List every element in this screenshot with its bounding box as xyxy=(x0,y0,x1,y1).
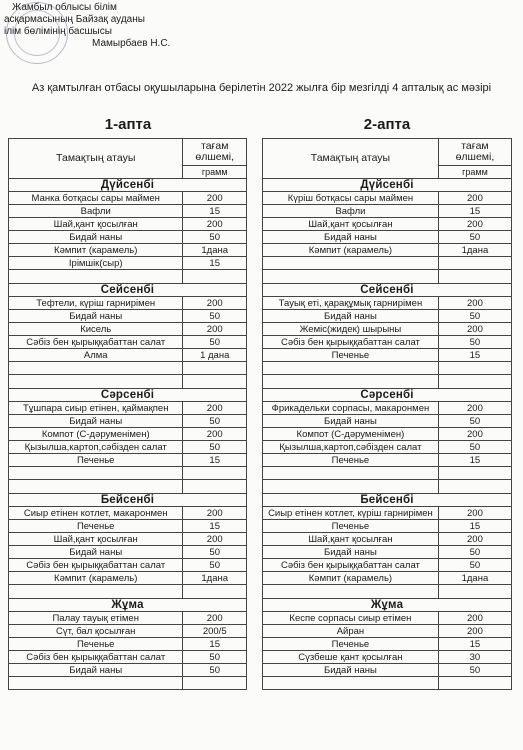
dish-name: Тефтели, күріш гарнирімен xyxy=(9,297,183,310)
dish-name: Алма xyxy=(9,349,183,362)
day-header-row xyxy=(9,389,247,402)
column-header-name: Тамақтың атауы xyxy=(9,139,183,179)
dish-name: Печенье xyxy=(9,520,183,533)
table-row xyxy=(263,218,512,231)
day-name: Сәрсенбі xyxy=(263,389,512,402)
table-row xyxy=(9,336,247,349)
dish-quantity: 200 xyxy=(183,323,247,336)
empty-cell xyxy=(263,257,439,270)
empty-cell xyxy=(9,585,183,599)
day-header-row xyxy=(9,284,247,297)
spacer-row xyxy=(263,270,512,284)
table-row xyxy=(263,625,512,638)
dish-quantity: 1дана xyxy=(438,572,511,585)
dish-name: Сәбіз бен қырыққабаттан салат xyxy=(263,559,439,572)
spacer-row xyxy=(263,375,512,389)
dish-quantity: 200 xyxy=(183,192,247,205)
column-header-quantity: тағам өлшемі, xyxy=(438,139,511,166)
column-header-name: Тамақтың атауы xyxy=(263,139,439,179)
table-row xyxy=(9,612,247,625)
dish-name: Кеспе сорпасы сиыр етімен xyxy=(263,612,439,625)
dish-quantity: 50 xyxy=(183,664,247,677)
day-name: Сейсенбі xyxy=(9,284,247,297)
dish-name: Печенье xyxy=(263,349,439,362)
dish-name: Айран xyxy=(263,625,439,638)
spacer-row xyxy=(9,375,247,389)
table-row xyxy=(9,205,247,218)
spacer-row xyxy=(263,480,512,494)
table-row xyxy=(263,402,512,415)
spacer-row xyxy=(9,270,247,284)
day-header-row xyxy=(263,179,512,192)
dish-quantity: 50 xyxy=(438,336,511,349)
header-line-2: асқармасының Байзақ ауданы xyxy=(4,14,145,25)
table-row xyxy=(263,310,512,323)
day-header-row xyxy=(9,494,247,507)
dish-quantity: 50 xyxy=(438,415,511,428)
dish-quantity: 15 xyxy=(183,205,247,218)
empty-cell xyxy=(438,467,511,480)
table-row xyxy=(9,507,247,520)
dish-quantity: 50 xyxy=(183,546,247,559)
dish-name: Шай,қант қосылған xyxy=(9,533,183,546)
table-row xyxy=(9,310,247,323)
dish-name: Тұшпара сиыр етінен, қаймақпен xyxy=(9,402,183,415)
dish-name: Сиыр етінен котлет, күріш гарнирімен xyxy=(263,507,439,520)
dish-name: Бидай наны xyxy=(263,664,439,677)
dish-quantity: 15 xyxy=(183,454,247,467)
column-header-quantity: тағам өлшемі, xyxy=(183,139,247,166)
dish-name: Бидай наны xyxy=(9,546,183,559)
empty-cell xyxy=(438,362,511,375)
empty-cell xyxy=(438,677,511,690)
dish-quantity: 50 xyxy=(438,441,511,454)
dish-quantity: 50 xyxy=(183,310,247,323)
day-name: Бейсенбі xyxy=(263,494,512,507)
table-header-row xyxy=(9,139,247,166)
table-row xyxy=(9,244,247,257)
dish-quantity: 200 xyxy=(438,218,511,231)
table-row xyxy=(9,467,247,480)
table-row xyxy=(9,231,247,244)
dish-name: Кәмпит (карамель) xyxy=(263,244,439,257)
dish-quantity: 200 xyxy=(438,402,511,415)
dish-name: Күріш ботқасы сары маймен xyxy=(263,192,439,205)
empty-cell xyxy=(183,375,247,389)
dish-name: Кәмпит (карамель) xyxy=(9,244,183,257)
empty-cell xyxy=(9,375,183,389)
dish-name: Печенье xyxy=(263,520,439,533)
dish-name: Сүзбеше қант қосылған xyxy=(263,651,439,664)
table-row xyxy=(9,218,247,231)
empty-cell xyxy=(9,362,183,375)
dish-quantity: 15 xyxy=(183,520,247,533)
table-row xyxy=(9,559,247,572)
dish-quantity: 50 xyxy=(438,559,511,572)
table-row xyxy=(9,638,247,651)
dish-name: Қызылша,картоп,сәбізден салат xyxy=(263,441,439,454)
empty-cell xyxy=(263,585,439,599)
table-row xyxy=(263,520,512,533)
dish-quantity: 50 xyxy=(183,415,247,428)
dish-quantity: 200 xyxy=(438,507,511,520)
dish-name: Бидай наны xyxy=(9,415,183,428)
dish-quantity: 200 xyxy=(183,612,247,625)
header-line-1: Жамбыл облысы білім xyxy=(12,2,117,13)
table-row xyxy=(263,415,512,428)
table-row xyxy=(263,612,512,625)
table-row xyxy=(263,362,512,375)
table-row xyxy=(263,546,512,559)
dish-quantity: 200 xyxy=(438,428,511,441)
dish-name: Печенье xyxy=(263,638,439,651)
week-1-heading: 1-апта xyxy=(104,116,152,133)
dish-name: Бидай наны xyxy=(9,231,183,244)
dish-name: Сәбіз бен қырыққабаттан салат xyxy=(9,651,183,664)
table-row xyxy=(263,664,512,677)
day-header-row xyxy=(263,389,512,402)
empty-cell xyxy=(438,375,511,389)
table-row xyxy=(9,572,247,585)
dish-quantity: 50 xyxy=(438,310,511,323)
dish-quantity: 50 xyxy=(438,546,511,559)
empty-cell xyxy=(183,362,247,375)
dish-name: Печенье xyxy=(9,638,183,651)
dish-name: Палау тауық етімен xyxy=(9,612,183,625)
table-row xyxy=(9,454,247,467)
table-row xyxy=(9,428,247,441)
dish-quantity: 200 xyxy=(183,533,247,546)
dish-name: Вафли xyxy=(263,205,439,218)
dish-quantity: 30 xyxy=(438,651,511,664)
spacer-row xyxy=(9,480,247,494)
dish-name: Ірімшік(сыр) xyxy=(9,257,183,270)
dish-quantity: 200 xyxy=(438,192,511,205)
empty-cell xyxy=(183,677,247,690)
table-row xyxy=(9,677,247,690)
document-title: Аз қамтылған отбасы оқушыларына берілетін 2022 жылға бір мезгілді 4 апталық ас мәзірі xyxy=(31,82,492,94)
table-row xyxy=(263,192,512,205)
day-name: Жұма xyxy=(263,599,512,612)
dish-name: Бидай наны xyxy=(263,546,439,559)
table-row xyxy=(263,244,512,257)
table-row xyxy=(263,205,512,218)
dish-name: Шай,қант қосылған xyxy=(263,533,439,546)
dish-name: Бидай наны xyxy=(263,310,439,323)
dish-name: Манка ботқасы сары маймен xyxy=(9,192,183,205)
dish-quantity: 200 xyxy=(183,402,247,415)
dish-name: Сиыр етінен котлет, макаронмен xyxy=(9,507,183,520)
dish-name: Бидай наны xyxy=(263,231,439,244)
day-name: Бейсенбі xyxy=(9,494,247,507)
dish-quantity: 50 xyxy=(183,559,247,572)
table-row xyxy=(263,572,512,585)
dish-name: Печенье xyxy=(263,454,439,467)
header-signer: Мамырбаев Н.С. xyxy=(92,38,171,49)
dish-name: Сәбіз бен қырыққабаттан салат xyxy=(9,559,183,572)
dish-name: Сәбіз бен қырыққабаттан салат xyxy=(263,336,439,349)
dish-quantity: 200 xyxy=(438,612,511,625)
dish-quantity: 200 xyxy=(183,507,247,520)
dish-name: Сүт, бал қосылған xyxy=(9,625,183,638)
dish-name: Тауық еті, қарақұмық гарнирімен xyxy=(263,297,439,310)
dish-quantity: 50 xyxy=(183,231,247,244)
empty-cell xyxy=(263,270,439,284)
table-row xyxy=(263,428,512,441)
table-row xyxy=(263,651,512,664)
empty-cell xyxy=(263,362,439,375)
day-header-row xyxy=(263,284,512,297)
dish-quantity: 15 xyxy=(438,520,511,533)
table-row xyxy=(263,454,512,467)
dish-quantity: 200/5 xyxy=(183,625,247,638)
dish-quantity: 1 дана xyxy=(183,349,247,362)
column-unit: грамм xyxy=(438,166,511,179)
empty-cell xyxy=(263,677,439,690)
table-row xyxy=(263,467,512,480)
table-row xyxy=(9,402,247,415)
empty-cell xyxy=(438,480,511,494)
table-row xyxy=(9,349,247,362)
dish-quantity: 1дана xyxy=(183,572,247,585)
dish-name: Фрикадельки сорпасы, макаронмен xyxy=(263,402,439,415)
empty-cell xyxy=(438,270,511,284)
spacer-row xyxy=(9,585,247,599)
empty-cell xyxy=(438,257,511,270)
empty-cell xyxy=(183,467,247,480)
dish-name: Жеміс(жидек) шырыны xyxy=(263,323,439,336)
dish-quantity: 50 xyxy=(438,231,511,244)
table-row xyxy=(263,323,512,336)
day-header-row xyxy=(263,494,512,507)
day-header-row xyxy=(9,599,247,612)
dish-quantity: 200 xyxy=(438,533,511,546)
empty-cell xyxy=(9,467,183,480)
table-row xyxy=(263,507,512,520)
dish-name: Печенье xyxy=(9,454,183,467)
dish-quantity: 200 xyxy=(183,428,247,441)
table-row xyxy=(263,559,512,572)
dish-name: Бидай наны xyxy=(9,310,183,323)
dish-quantity: 200 xyxy=(438,297,511,310)
dish-quantity: 15 xyxy=(183,257,247,270)
header-line-3: ілім бөлімінің басшысы xyxy=(4,26,112,37)
column-unit: грамм xyxy=(183,166,247,179)
dish-quantity: 200 xyxy=(438,625,511,638)
table-row xyxy=(263,349,512,362)
dish-quantity: 1дана xyxy=(183,244,247,257)
day-name: Сейсенбі xyxy=(263,284,512,297)
dish-name: Бидай наны xyxy=(263,415,439,428)
dish-name: Компот (С-дәруменімен) xyxy=(263,428,439,441)
table-row xyxy=(9,664,247,677)
table-row xyxy=(9,257,247,270)
table-row xyxy=(263,257,512,270)
table-row xyxy=(263,533,512,546)
dish-name: Кисель xyxy=(9,323,183,336)
dish-quantity: 15 xyxy=(438,349,511,362)
dish-name: Вафли xyxy=(9,205,183,218)
table-row xyxy=(9,625,247,638)
day-header-row xyxy=(9,179,247,192)
day-name: Сәрсенбі xyxy=(9,389,247,402)
table-header-row xyxy=(263,139,512,166)
empty-cell xyxy=(183,585,247,599)
dish-quantity: 200 xyxy=(183,218,247,231)
table-row xyxy=(9,651,247,664)
dish-name: Сәбіз бен қырыққабаттан салат xyxy=(9,336,183,349)
week-2-menu-table xyxy=(262,138,512,690)
dish-quantity: 200 xyxy=(183,297,247,310)
dish-name: Қызылша,картоп,сәбізден салат xyxy=(9,441,183,454)
dish-name: Шай,қант қосылған xyxy=(263,218,439,231)
week-1-menu-table xyxy=(8,138,247,690)
table-row xyxy=(9,520,247,533)
week-2-heading: 2-апта xyxy=(363,116,411,133)
empty-cell xyxy=(263,480,439,494)
dish-quantity: 15 xyxy=(183,638,247,651)
table-row xyxy=(263,441,512,454)
day-name: Дүйсенбі xyxy=(9,179,247,192)
dish-name: Бидай наны xyxy=(9,664,183,677)
table-row xyxy=(263,231,512,244)
dish-name: Шай,қант қосылған xyxy=(9,218,183,231)
empty-cell xyxy=(9,270,183,284)
dish-quantity: 1дана xyxy=(438,244,511,257)
table-row xyxy=(9,441,247,454)
dish-quantity: 15 xyxy=(438,454,511,467)
dish-quantity: 50 xyxy=(183,336,247,349)
table-row xyxy=(9,323,247,336)
table-row xyxy=(9,362,247,375)
table-row xyxy=(9,415,247,428)
dish-name: Кәмпит (карамель) xyxy=(9,572,183,585)
table-row xyxy=(9,546,247,559)
table-row xyxy=(263,297,512,310)
dish-name: Кәмпит (карамель) xyxy=(263,572,439,585)
empty-cell xyxy=(263,467,439,480)
table-row xyxy=(263,677,512,690)
dish-quantity: 50 xyxy=(438,664,511,677)
empty-cell xyxy=(183,480,247,494)
dish-quantity: 200 xyxy=(438,323,511,336)
empty-cell xyxy=(9,677,183,690)
table-row xyxy=(263,336,512,349)
dish-name: Компот (С-дәруменімен) xyxy=(9,428,183,441)
day-header-row xyxy=(263,599,512,612)
dish-quantity: 15 xyxy=(438,638,511,651)
dish-quantity: 50 xyxy=(183,651,247,664)
empty-cell xyxy=(438,585,511,599)
dish-quantity: 15 xyxy=(438,205,511,218)
empty-cell xyxy=(9,480,183,494)
table-row xyxy=(263,638,512,651)
day-name: Жұма xyxy=(9,599,247,612)
table-row xyxy=(9,192,247,205)
empty-cell xyxy=(183,270,247,284)
day-name: Дүйсенбі xyxy=(263,179,512,192)
table-row xyxy=(9,297,247,310)
dish-quantity: 50 xyxy=(183,441,247,454)
spacer-row xyxy=(263,585,512,599)
empty-cell xyxy=(263,375,439,389)
table-row xyxy=(9,533,247,546)
